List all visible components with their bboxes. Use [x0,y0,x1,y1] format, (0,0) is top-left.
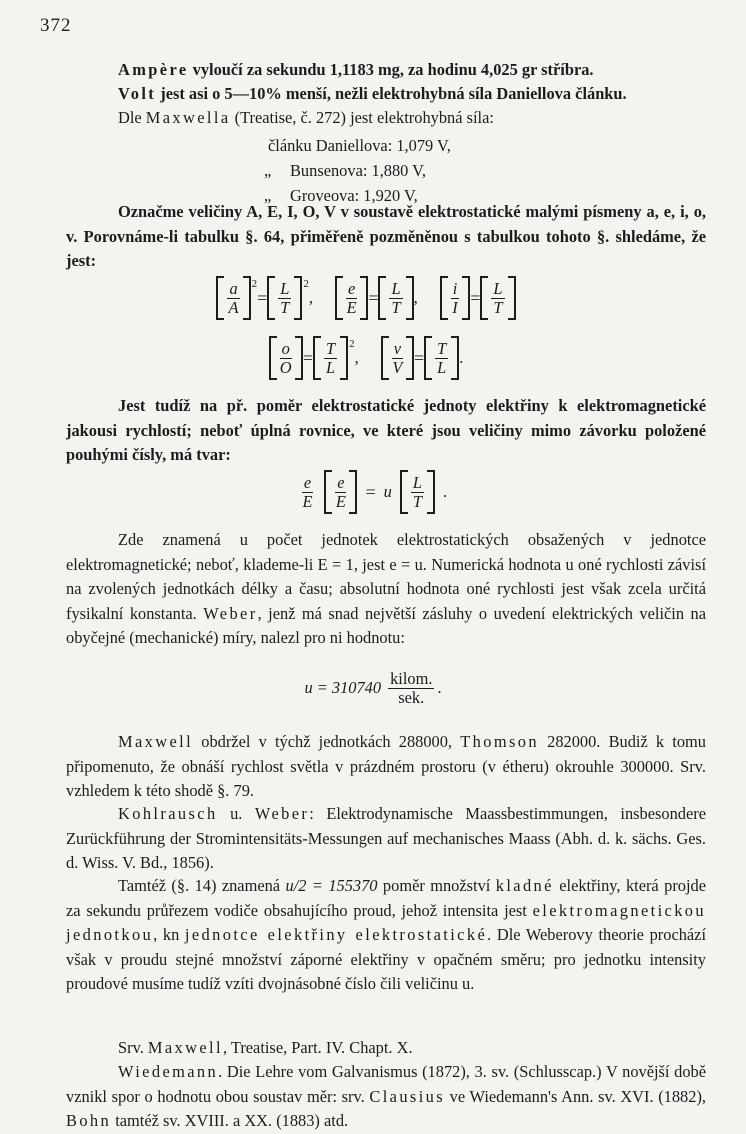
equals-sign: = [413,347,425,368]
punctuation: . [459,347,464,367]
emphasized-name: Weber [203,603,258,623]
equals-sign: = [302,347,313,368]
text-run: jest asi o 5—10% menší, nežli elektrohybná síla Daniellova článku. [156,84,627,103]
denominator: A [228,297,239,317]
fraction [448,280,463,317]
denominator: T [412,491,422,511]
numerator: v [393,338,401,358]
bracket-left [400,470,408,514]
bracketed-rhs [480,276,515,320]
bracket-left [440,276,448,320]
text-run: elektřiny, která projde za sekundu průřezem vodiče obsahujícího proud, jehož intensita jest [66,876,706,920]
paragraph-oznacme: Označme veličiny A, E, I, O, V v soustavě elektrostatické malými písmeny a, e, i, o, v. Porovnáme-li tabulku §. 64, přiměřeně pozměněnou s tabulkou tohoto §. shledáme, že jest: [66,202,706,271]
text-run: tamtéž sv. XVIII. a XX. (1883) atd. [111,1111,349,1131]
numerator: e [303,472,312,492]
emf-value-row [264,159,451,184]
emphasized-name: Clausius [369,1086,446,1106]
emphasized-name: Volt [118,84,157,103]
emf-value-row [268,134,451,159]
emphasized-name: Ampère [118,60,189,79]
emphasized-name: Maxwell [147,1038,223,1057]
paragraph-ampere [66,58,706,83]
bracketed-lhs [269,336,303,380]
bracket-right [508,276,516,320]
emphasized-name: Maxwella [145,108,231,127]
emphasized-name: Thomson [460,732,539,751]
text-run: Zde znamená u počet jednotek elektrostatických obsažených v jednotce elektromagnetické; neboť, klademe-li E = 1, jest e = u. Numerická hodnota u oné rychlosti závisí na zvolených jednotkách délky a času; absolutní hodnota oné rychlosti jest však zcela určitá fysikalní konstanta. [66,530,706,623]
text-run: u. [217,804,255,823]
text-run: Srv. [118,1038,148,1057]
bracketed-term [400,470,435,514]
text-run: , kn [153,925,185,945]
bracketed-lhs [335,276,368,320]
equation-lhs: u = 310740 [304,678,382,698]
denominator: O [279,357,292,377]
bracket-right [360,276,368,320]
variable-u: u [383,481,392,501]
bracket-right [462,276,470,320]
paragraph-srv-maxwell [66,1036,706,1061]
bracket-left [269,336,277,380]
paragraph-zde-znamena [66,528,706,651]
fraction [386,280,405,317]
fraction [432,340,451,377]
denominator: E [335,491,346,511]
bracketed-rhs [313,336,355,380]
exponent: 2 [303,277,309,290]
emf-value: 1,920 V, [363,186,418,205]
denominator: L [325,357,336,377]
numerator: L [412,472,422,492]
punctuation: . [442,481,448,501]
fraction [408,474,427,511]
punctuation: , [308,287,314,307]
equation-ratio [0,470,746,514]
text-run: Tamtéž (§. 14) znamená [118,876,286,895]
equation-weber-value [0,670,746,707]
paragraph-maxwell-obdrzel [66,730,706,804]
paragraph-jest-tudiz: Jest tudíž na př. poměr elektrostatické jednoty elektřiny k elektromagnetické jakousi rychlostí; neboť úplná rovnice, ve které jsou veličiny mimo závorku položené pouhými čísly, má tvar: [66,396,706,465]
bracket-right [406,276,414,320]
bracket-left [378,276,386,320]
emf-value: 1,880 V, [371,161,427,180]
numerator: e [337,472,345,492]
bracket-right [294,276,302,320]
emf-label: Groveova: [290,186,364,205]
numerator: a [229,278,238,298]
text-run: vyloučí za sekundu 1,1183 mg, za hodinu 4,025 gr stříbra. [188,60,594,79]
bracket-left [313,336,321,380]
fraction [299,474,316,511]
bracketed-rhs [267,276,309,320]
paragraph-kohlrausch [66,802,706,876]
bracket-left [480,276,488,320]
fraction [332,474,349,511]
text-run: obdržel v týchž jednotkách 288000, [193,732,461,751]
punctuation: , [354,347,359,367]
exponent: 2 [251,277,258,290]
exponent: 2 [349,337,355,350]
text-run: Dle [118,108,146,127]
paragraph-wiedemann [66,1060,706,1134]
numerator: L [391,278,401,298]
denominator: T [280,297,290,317]
emphasized-name: Weber [254,804,310,823]
denominator: V [392,357,403,377]
paragraph-tamtez [66,874,706,997]
unit-fraction [385,670,437,707]
equation-row-2 [0,336,746,380]
denominator: I [452,297,458,317]
bracketed-lhs [440,276,471,320]
equals-sign: = [368,287,379,308]
fraction [488,280,507,317]
bracketed-term [324,470,357,514]
equation-row-1 [0,276,746,320]
emphasized-name: jednotce elektřiny elektrostatické [184,925,488,945]
emf-value: 1,079 V, [396,136,451,155]
numerator: L [493,278,503,298]
bracketed-lhs [381,336,414,380]
bracket-right [340,336,348,380]
bracket-right [243,276,251,320]
text-run: (Treatise, č. 272) jest elektrohybná síla: [230,108,494,127]
emf-value-list [264,134,451,209]
denominator: E [346,297,357,317]
emphasized-name: Maxwell [118,732,194,751]
bracket-left [216,276,224,320]
unit-denominator: sek. [398,688,425,707]
equation-term [335,276,418,320]
emphasized-name: Wiedemann [118,1062,219,1081]
numerator: o [281,338,290,358]
emphasized-name: kladné [495,876,554,895]
fraction [224,280,242,317]
bracketed-rhs [424,336,459,380]
text-run: , jenž má snad největší zásluhy o uvedení elektrických veličin na obyčejné (mechanické) míry, nalezl pro ni hodnotu: [66,603,706,648]
bracket-left [267,276,275,320]
paragraph-maxwell [66,106,706,131]
equation-end: . [437,678,442,698]
emphasized-name: Kohlrausch [118,804,218,823]
text-run: 282000. Budiž k tomu připomenuto, že obnáší rychlost světla v prázdném prostoru (v étheru) okrouhle 300000. Srv. vzhledem k této shodě §. 79. [66,732,707,801]
text-run: , Treatise, Part. IV. Chapt. X. [222,1038,413,1057]
bracket-left [424,336,432,380]
bracket-left [335,276,343,320]
equation-term [440,276,516,320]
bracket-right [295,336,303,380]
emf-label: článku Daniellova: [268,136,397,155]
numerator: T [437,338,447,358]
fraction [275,280,294,317]
text-run: : Elektrodynamische Maassbestimmungen, insbesondere Zurückführung der Stromintensitäts-Messungen auf mechanisches Maass (Abh. d. k. sächs. Ges. d. Wiss. V. Bd., 1856). [66,804,706,873]
equals-sign: = [257,287,268,308]
ditto-mark: „ [264,186,272,205]
fraction [343,280,360,317]
emf-label: Bunsenova: [290,161,372,180]
bracket-right [451,336,459,380]
fraction [277,340,295,377]
denominator: T [391,297,401,317]
denominator: T [493,297,503,317]
text-run: . Dle Weberovy theorie prochází však v proudu stejné množství záporné elektřiny v opačném směru; pro jednotku intensity proudové musíme tudíž vzíti dvojnásobné číslo čili veličinu u. [66,925,707,994]
bracket-left [324,470,332,514]
bracketed-lhs [216,276,257,320]
numerator: L [280,278,290,298]
text-run: . Die Lehre vom Galvanismus (1872), 3. sv. (Schlusscap.) V novější době vznikl spor o hodnotu obou soustav měr: srv. [66,1062,706,1106]
text-run: ve Wiedemann's Ann. sv. XVI. (1882), [445,1086,707,1106]
punctuation: , [413,287,418,307]
fraction [389,340,406,377]
equation-term [216,276,313,320]
unit-numerator: kilom. [390,669,433,688]
emphasized-name: elektromagnetickou jednotkou [66,900,706,945]
paragraph-volt [66,82,706,107]
numerator: T [325,338,336,358]
ditto-mark: „ [264,161,272,180]
bracketed-rhs [378,276,413,320]
equation-term [269,336,359,380]
denominator: L [437,357,447,377]
numerator: i [452,278,458,298]
equals-sign: = [470,287,481,308]
equation-term [381,336,464,380]
emphasized-name: Bohn [66,1111,112,1131]
bracket-right [349,470,357,514]
bracket-right [406,336,414,380]
denominator: E [302,491,313,511]
page-number: 372 [40,15,72,36]
numerator: e [348,278,356,298]
equals-sign: = [365,481,376,502]
fraction [321,340,340,377]
text-run: poměr množství [377,876,496,895]
inline-equation: u/2 = 155370 [285,876,378,895]
bracket-right [427,470,435,514]
bracket-left [381,336,389,380]
